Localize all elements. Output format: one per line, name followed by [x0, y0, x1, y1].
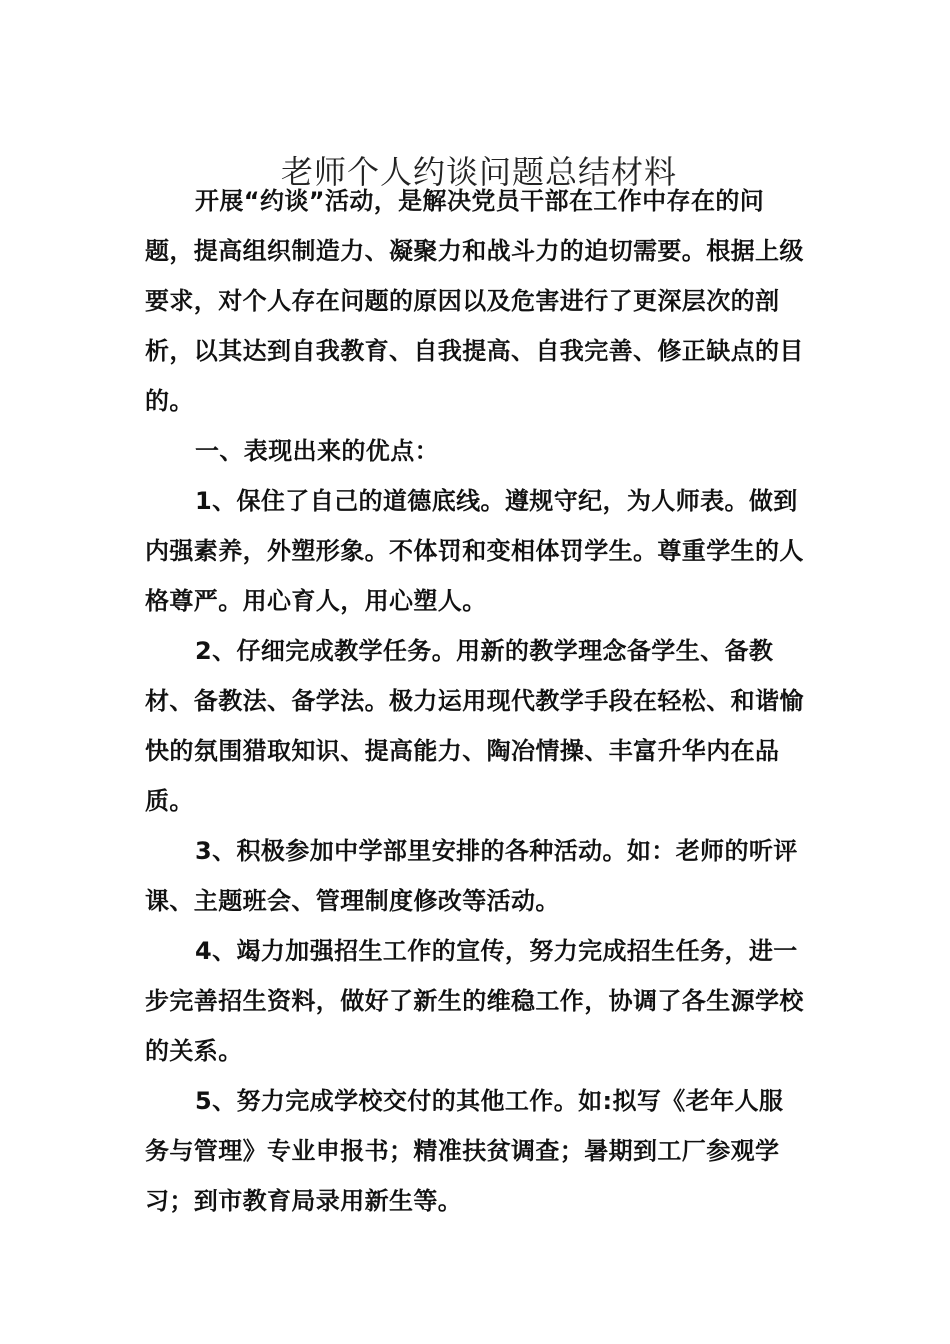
intro-paragraph: 开展“约谈”活动，是解决党员干部在工作中存在的问题，提高组织制造力、凝聚力和战斗力的迫切需要。根据上级要求，对个人存在问题的原因以及危害进行了更深层次的剖析，以其达到自我教育、自我提高、自我完善、修正缺点的目的。: [145, 187, 804, 415]
list-item-3: 3、积极参加中学部里安排的各种活动。如：老师的听评课、主题班会、管理制度修改等活动。: [145, 837, 798, 915]
list-item-4: 4、竭力加强招生工作的宣传，努力完成招生任务，进一步完善招生资料，做好了新生的维稳工作，协调了各生源学校的关系。: [145, 937, 804, 1065]
list-item-2: 2、仔细完成教学任务。用新的教学理念备学生、备教材、备教法、备学法。极力运用现代教学手段在轻松、和谐愉快的氛围猎取知识、提高能力、陶冶情操、丰富升华内在品质。: [145, 637, 804, 815]
list-item-1: 1、保住了自己的道德底线。遵规守纪，为人师表。做到内强素养，外塑形象。不体罚和变相体罚学生。尊重学生的人格尊严。用心育人，用心塑人。: [145, 487, 804, 615]
document-body: [145, 176, 805, 1226]
document-title: 老师个人约谈问题总结材料: [280, 153, 677, 192]
list-item-5: 5、努力完成学校交付的其他工作。如:拟写《老年人服务与管理》专业申报书；精准扶贫调查；暑期到工厂参观学习；到市教育局录用新生等。: [145, 1087, 784, 1215]
section-heading-strengths: 一、表现出来的优点：: [195, 437, 439, 465]
